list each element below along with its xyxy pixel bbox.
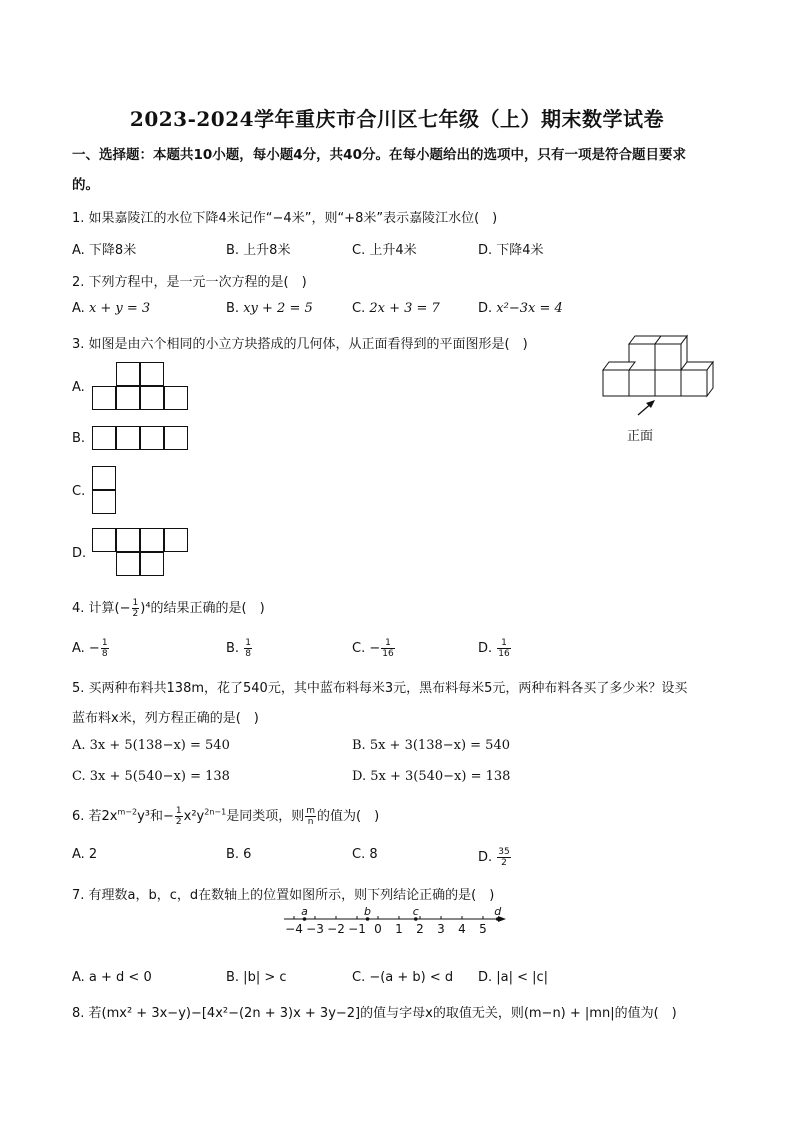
q6-option-a[interactable]: A. 2 [72, 847, 98, 862]
q4-a-den: 8 [101, 649, 108, 659]
question-5-stem-cont: 蓝布料x米，列方程正确的是( ) [72, 711, 259, 726]
q2-option-a[interactable] [72, 301, 150, 316]
grid-square [164, 426, 188, 450]
grid-square [92, 528, 116, 552]
grid-square [140, 362, 164, 386]
q2-option-c[interactable] [352, 301, 440, 316]
q6-option-d-label: D. [478, 850, 493, 865]
q4-stem-post: )⁴的结果正确的是( ) [140, 601, 265, 616]
grid-square [116, 386, 140, 410]
tick-label: 5 [479, 922, 487, 936]
q7-option-c[interactable]: C. −(a + b) < d [352, 970, 454, 985]
q3-option-a-label[interactable]: A. [72, 380, 85, 395]
section-heading: 一、选择题：本题共10小题，每小题4分，共40分。在每小题给出的选项中，只有一项是符合题目要求 [72, 147, 686, 163]
q4-option-b[interactable] [226, 638, 253, 659]
q2-option-b-expr: xy + 2 = 5 [243, 301, 313, 316]
q3-option-b-label[interactable]: B. [72, 431, 86, 446]
grid-square [140, 552, 164, 576]
q2-option-a-label: A. [72, 301, 85, 316]
q5-option-c[interactable]: C. 3x + 5(540−x) = 138 [72, 769, 230, 784]
grid-square [140, 528, 164, 552]
q6-exp-1: m−2 [117, 807, 138, 817]
number-line [280, 903, 510, 937]
q3-option-a-figure[interactable] [92, 362, 192, 412]
q2-option-b[interactable] [226, 301, 313, 316]
question-3-stem: 3. 如图是由六个相同的小立方块搭成的几何体，从正面看得到的平面图形是( ) [72, 337, 528, 352]
cube-front-face [629, 344, 655, 370]
q6-d-den: 2 [501, 858, 507, 868]
q6-frac2-num: m [306, 806, 316, 816]
q2-option-c-expr: 2x + 3 = 7 [369, 301, 440, 316]
q1-option-a[interactable]: A. 下降8米 [72, 243, 137, 258]
q2-option-a-expr: x + y = 3 [88, 301, 151, 316]
q6-option-b[interactable]: B. 6 [226, 847, 252, 862]
q7-option-a[interactable]: A. a + d < 0 [72, 970, 152, 985]
q6-frac2-den: n [307, 817, 314, 827]
q1-option-b[interactable]: B. 上升8米 [226, 243, 291, 258]
q6-stem-c: x²y [183, 809, 205, 824]
q4-b-num: 1 [245, 638, 251, 648]
q4-frac-num: 1 [132, 598, 139, 608]
q4-option-c-label: C. − [352, 641, 381, 656]
question-8-stem: 8. 若(mx² + 3x−y)−[4x²−(2n + 3)x + 3y−2]的值与字母x的取值无关，则(m−n) + |mn|的值为( ) [72, 1006, 677, 1021]
point-label-c: c [412, 905, 419, 918]
q4-c-num: 1 [381, 638, 394, 649]
cube-solid-figure [598, 332, 728, 444]
q2-option-c-label: C. [352, 301, 366, 316]
q4-option-d[interactable] [478, 638, 512, 659]
q1-option-d[interactable]: D. 下降4米 [478, 243, 544, 258]
q2-option-d-expr: x²−3x = 4 [496, 301, 563, 316]
q4-fraction [132, 598, 140, 619]
q3-option-d-label[interactable]: D. [72, 546, 87, 561]
q7-option-d[interactable]: D. |a| < |c| [478, 970, 549, 985]
tick-label: 2 [416, 922, 424, 936]
q4-d-num: 1 [497, 638, 510, 649]
point-label-d: d [494, 905, 502, 918]
q5-option-b[interactable]: B. 5x + 3(138−x) = 540 [352, 738, 510, 753]
question-7-stem: 7. 有理数a，b，c，d在数轴上的位置如图所示，则下列结论正确的是( ) [72, 888, 495, 903]
q6-frac-den: 2 [175, 817, 182, 827]
cube-front-face [603, 370, 629, 396]
q4-c-den: 16 [382, 649, 394, 659]
q4-a-num: 1 [101, 638, 108, 648]
tick-label: 0 [374, 922, 382, 936]
q2-option-d-label: D. [478, 301, 493, 316]
tick-label: 1 [395, 922, 403, 936]
q4-option-c[interactable] [352, 638, 396, 659]
page-title: 2023-2024学年重庆市合川区七年级（上）期末数学试卷 [129, 107, 665, 131]
grid-square [164, 386, 188, 410]
q5-option-d[interactable]: D. 5x + 3(540−x) = 138 [352, 769, 511, 784]
tick-label: 3 [437, 922, 445, 936]
front-view-label: 正面 [627, 429, 654, 444]
point-label-b: b [364, 905, 371, 918]
q3-option-c-figure[interactable] [92, 466, 118, 516]
tick-label: −1 [348, 922, 366, 936]
grid-square [116, 362, 140, 386]
q3-option-b-figure[interactable] [92, 426, 192, 452]
grid-square [164, 528, 188, 552]
cube-front-face [629, 370, 655, 396]
q7-option-b[interactable]: B. |b| > c [226, 970, 287, 985]
tick-label: −4 [285, 922, 303, 936]
tick-label: 4 [458, 922, 466, 936]
q4-b-den: 8 [245, 649, 251, 659]
q6-stem-d: 是同类项，则 [226, 809, 305, 824]
grid-square [116, 552, 140, 576]
q3-option-d-figure[interactable] [92, 528, 192, 578]
grid-square [92, 426, 116, 450]
q6-stem-b: y³和− [137, 809, 174, 824]
question-6-stem [72, 805, 379, 827]
question-5-stem: 5. 买两种布料共138m，花了540元，其中蓝布料每米3元，黑布料每米5元，两种布料各买了多少米？设买 [72, 681, 688, 696]
q4-frac-den: 2 [132, 609, 139, 619]
cube-front-face [681, 370, 707, 396]
grid-square [92, 386, 116, 410]
q1-option-c[interactable]: C. 上升4米 [352, 243, 417, 258]
q2-option-b-label: B. [226, 301, 240, 316]
tick-label: −2 [327, 922, 345, 936]
q4-stem-pre: 4. 计算(− [72, 601, 131, 616]
q2-option-d[interactable] [478, 301, 563, 316]
q6-exp-2: 2n−1 [204, 807, 227, 817]
q6-stem-e: 的值为( ) [317, 809, 380, 824]
q4-option-d-label: D. [478, 641, 493, 656]
section-heading-cont: 的。 [72, 177, 99, 193]
question-4-stem [72, 597, 265, 619]
question-2-stem: 2. 下列方程中，是一元一次方程的是( ) [72, 275, 307, 290]
cube-top-face [603, 362, 635, 370]
grid-square [92, 466, 116, 490]
grid-square [116, 426, 140, 450]
cube-front-face [655, 344, 681, 370]
q6-option-d[interactable] [478, 847, 512, 868]
q4-option-b-label: B. [226, 641, 240, 656]
grid-square [92, 490, 116, 514]
q6-stem-a: 6. 若2x [72, 809, 118, 824]
cube-front-face [655, 370, 681, 396]
q6-option-c[interactable]: C. 8 [352, 847, 378, 862]
tick-label: −3 [306, 922, 324, 936]
q6-d-num: 35 [498, 847, 510, 857]
q5-option-a[interactable]: A. 3x + 5(138−x) = 540 [72, 738, 230, 753]
grid-square [116, 528, 140, 552]
q6-frac-num: 1 [175, 806, 182, 816]
q4-d-den: 16 [498, 649, 510, 659]
point-label-a: a [301, 905, 308, 918]
q4-option-a[interactable] [72, 638, 110, 659]
grid-square [140, 426, 164, 450]
grid-square [140, 386, 164, 410]
q4-option-a-label: A. − [72, 641, 100, 656]
question-1-stem: 1. 如果嘉陵江的水位下降4米记作“−4米”，则“+8米”表示嘉陵江水位( ) [72, 211, 498, 226]
q3-option-c-label[interactable]: C. [72, 484, 86, 499]
